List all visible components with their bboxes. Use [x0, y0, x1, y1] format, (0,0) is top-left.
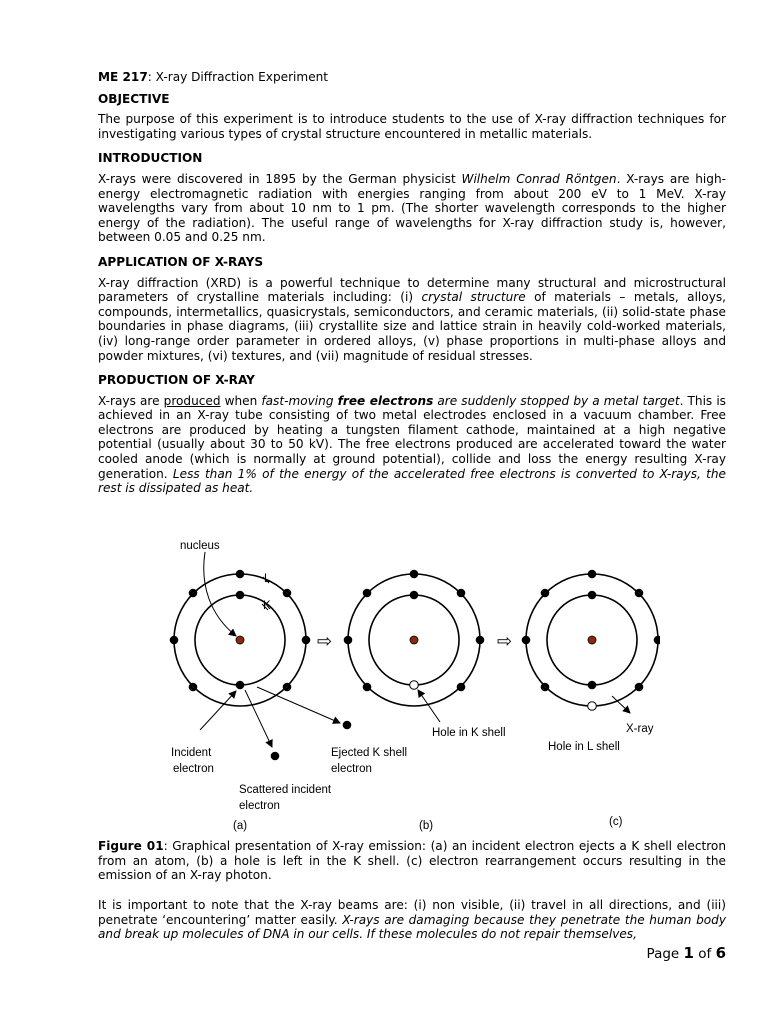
application-heading: APPLICATION OF X-RAYS: [98, 254, 264, 269]
prod-text-1: X-rays are: [98, 393, 164, 408]
page-current: 1: [683, 944, 694, 962]
prod-em-1: fast-moving: [261, 393, 338, 408]
prod-em-2: are suddenly stopped by a metal target: [433, 393, 680, 408]
page-number: [647, 944, 726, 962]
k-shell-hole: [410, 681, 419, 690]
electrons-a: [170, 570, 311, 692]
atom-a: [170, 540, 407, 832]
application-paragraph: [98, 276, 726, 364]
objective-heading: OBJECTIVE: [98, 91, 170, 106]
label-ejected-2: electron: [331, 763, 372, 775]
page-total: 6: [715, 944, 726, 962]
intro-text-2: . X-rays are high-energy electromagnetic radiation with energies ranging from about 200 eV to 1 MeV. X-ray wavelengths vary from about 10 nm to 1 pm. (The shorter wavelength corresponds to the higher energy of the radiation). The useful range of wavelengths for X-ray diffraction study is, however, between 0.05 and 0.25 nm.: [98, 171, 726, 245]
label-hole-l: Hole in L shell: [548, 741, 620, 753]
l-shell-hole: [588, 702, 597, 711]
production-heading: PRODUCTION OF X-RAY: [98, 373, 255, 388]
prod-text-2: when: [220, 393, 262, 408]
caption-text: : Graphical presentation of X-ray emission: (a) an incident electron ejects a K shell electron from an atom, (b) a hole is left in the K shell. (c) electron rearrangement occurs resulting in the emission of an X-ray photon.: [98, 839, 726, 883]
panel-label-b: (b): [419, 820, 434, 832]
ejected-electron: [343, 721, 352, 730]
atom-b: [344, 570, 506, 832]
prod-text-3: . This is achieved in an X-ray tube consisting of two metal electrodes enclosed in a vacuum chamber. Free electrons are produced by heating a tungsten filament cathode, maintained at a high negative potential (usually about 30 to 50 kV). The free electrons produced are accelerated toward the water cooled anode (which is normally at ground potential), collide and loss the energy resulting X-ray generation.: [98, 393, 726, 481]
closing-paragraph: [98, 898, 726, 942]
page-word: Page: [646, 946, 684, 962]
document-title: [98, 70, 726, 85]
app-text-1: X-ray diffraction (XRD) is a powerful technique to determine many structural and microstructural parameters of crystalline materials including: (i): [98, 275, 726, 305]
document-body: [98, 70, 726, 506]
introduction-heading: INTRODUCTION: [98, 151, 203, 166]
label-scattered-2: electron: [239, 800, 280, 812]
label-nucleus: nucleus: [180, 540, 220, 552]
nucleus-a: [236, 636, 244, 644]
course-code: ME 217: [98, 70, 148, 84]
title-text: : X-ray Diffraction Experiment: [147, 70, 329, 84]
caption-label: Figure 01: [98, 839, 164, 853]
intro-text-1: X-rays were discovered in 1895 by the German physicist: [98, 171, 462, 186]
arrow-a-to-b: ⇨: [317, 631, 333, 651]
prod-underlined: produced: [163, 393, 221, 408]
figure-caption: [98, 839, 726, 883]
objective-paragraph: The purpose of this experiment is to introduce students to the use of X-ray diffraction techniques for investigating various types of crystal structure encountered in metallic materials.: [98, 112, 726, 141]
scattered-electron: [271, 752, 280, 761]
label-l-shell: L: [264, 573, 271, 585]
label-incident-1: Incident: [171, 747, 212, 759]
label-hole-k: Hole in K shell: [432, 727, 506, 739]
label-incident-2: electron: [173, 763, 214, 775]
label-ejected-1: Ejected K shell: [331, 747, 408, 759]
prod-em-3: Less than 1% of the energy of the accelerated free electrons is converted to X-rays, the rest is dissipated as heat.: [98, 466, 726, 496]
closing-emphasis: X-rays are damaging because they penetrate the human body and break up molecules of DNA in our cells. If these molecules do not repair themselves,: [98, 912, 726, 942]
label-xray: X-ray: [626, 723, 654, 735]
label-scattered-1: Scattered incident: [239, 784, 332, 796]
xray-emission-figure: [160, 530, 660, 835]
panel-label-a: (a): [233, 820, 248, 832]
introduction-paragraph: [98, 172, 726, 245]
closing-text: It is important to note that the X-ray beams are: (i) non visible, (ii) travel in all directions, and (iii) penetrate ‘encountering’ matter easily.: [98, 898, 726, 927]
panel-label-c: (c): [609, 816, 623, 828]
arrow-b-to-c: ⇨: [497, 631, 513, 651]
prod-strong-em: free electrons: [337, 393, 434, 408]
intro-physicist-name: Wilhelm Conrad Röntgen: [461, 171, 617, 186]
app-emphasis: crystal structure: [421, 290, 526, 305]
page-of: of: [693, 946, 716, 962]
production-paragraph: [98, 394, 726, 496]
label-k-shell: K: [263, 600, 271, 612]
atom-c: [522, 570, 660, 828]
app-text-2: of materials – metals, alloys, compounds, intermetallics, quasicrystals, semiconductors, and ceramic materials, (ii) solid-state phase boundaries in phase diagrams, (iii) crystallite size and lattice strain in heavily cold-worked materials, (iv) long-range order parameter in ordered alloys, (v) phase proportions in multi-phase alloys and powder mixtures, (vi) textures, and (vii) magnitude of residual stresses.: [98, 290, 726, 363]
